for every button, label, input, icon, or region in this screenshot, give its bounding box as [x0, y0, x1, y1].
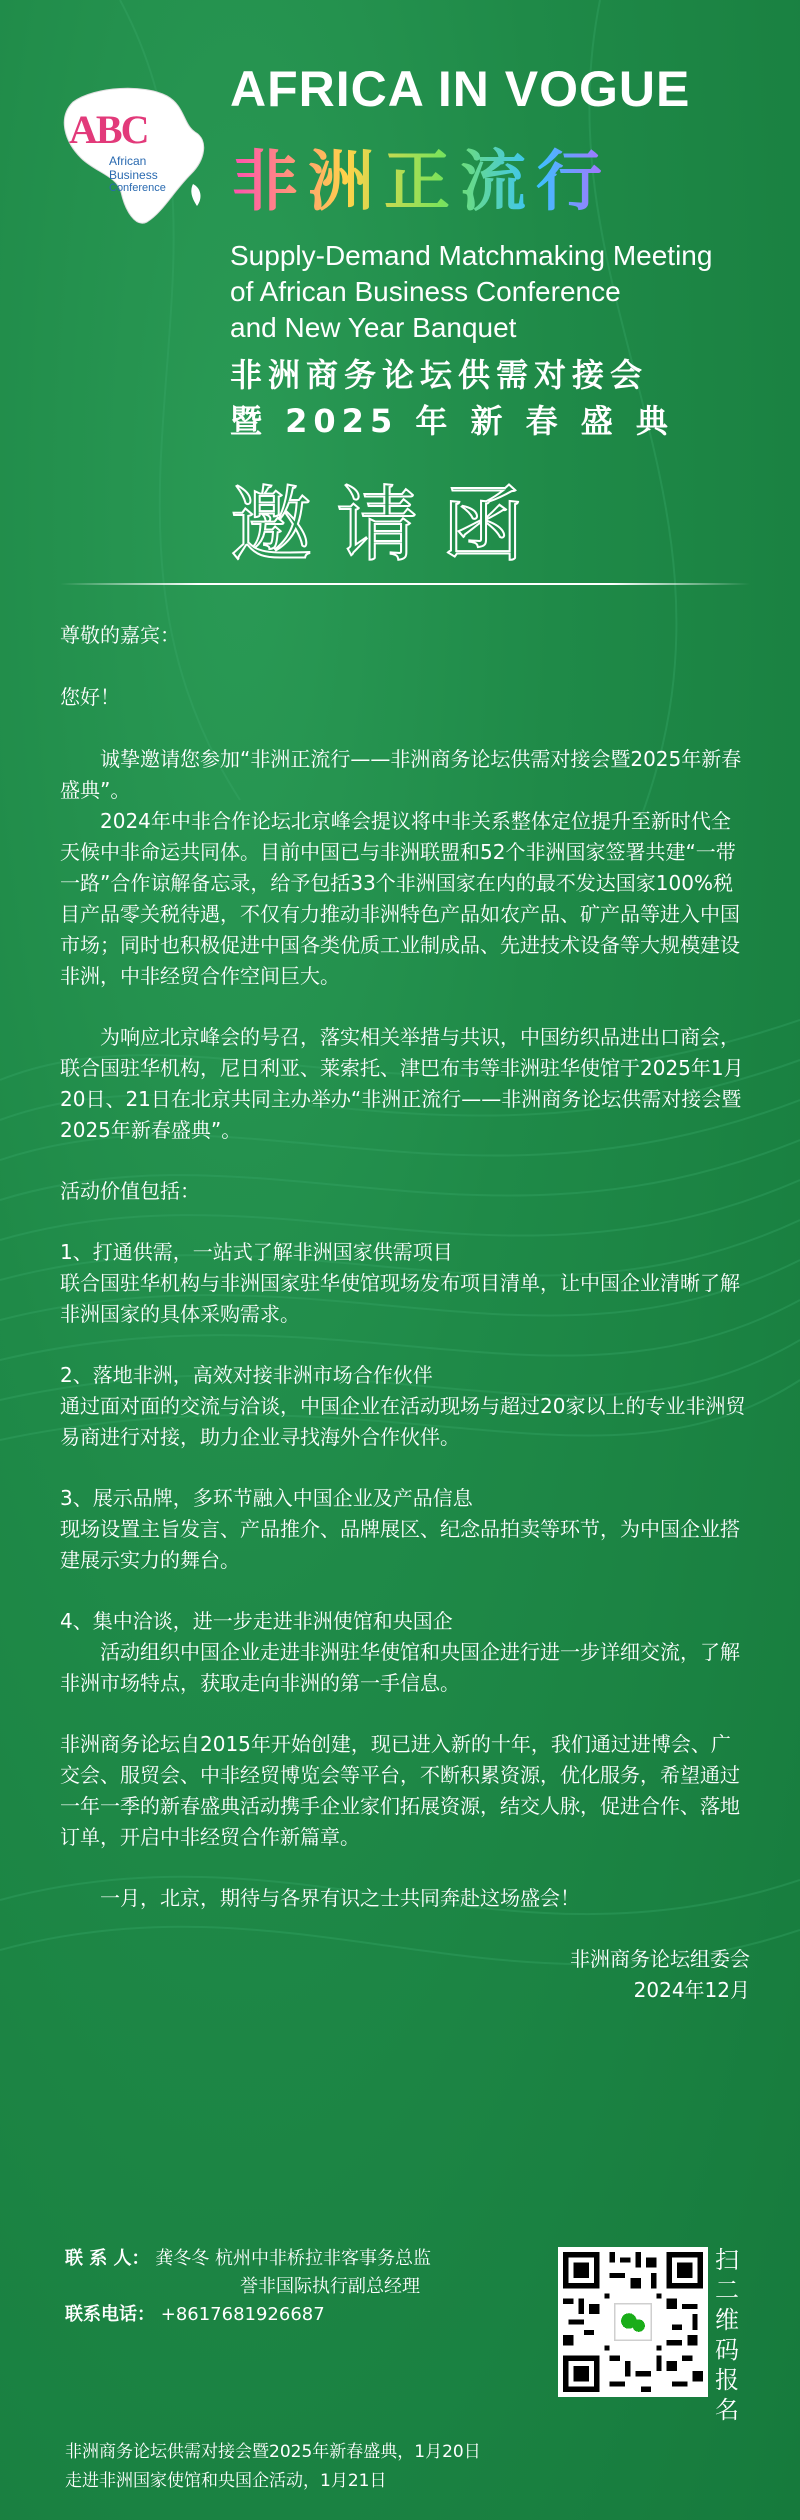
- abc-logo: [55, 80, 215, 230]
- subtitle-en-line: Supply-Demand Matchmaking Meeting: [230, 240, 713, 271]
- note-line: 走进非洲国家使馆和央国企活动，1月21日: [65, 2471, 387, 2491]
- contact-block: [65, 2245, 535, 2329]
- value-title: 2、落地非洲，高效对接非洲市场合作伙伴: [60, 1363, 433, 1387]
- title-cn: 非洲正流行: [232, 128, 612, 223]
- qr-caption: 扫二维码报名: [715, 2246, 739, 2424]
- spacer: [60, 1453, 750, 1483]
- value-text: 现场设置主旨发言、产品推介、品牌展区、纪念品拍卖等环节，为中国企业搭建展示实力的舞台。: [60, 1517, 740, 1572]
- spacer: [60, 1207, 750, 1237]
- spacer: [60, 1576, 750, 1606]
- subtitle-en-line: and New Year Banquet: [230, 312, 517, 343]
- title-en: AFRICA IN VOGUE: [230, 61, 691, 117]
- contact-row: [65, 2245, 535, 2273]
- spacer: [60, 1146, 750, 1176]
- header-divider: [60, 583, 750, 585]
- salutation: 尊敬的嘉宾：: [60, 623, 180, 647]
- phone-number[interactable]: +8617681926687: [160, 2304, 325, 2325]
- note-line: 非洲商务论坛供需对接会暨2025年新春盛典，1月20日: [65, 2442, 481, 2462]
- value-title: 4、集中洽谈，进一步走进非洲使馆和央国企: [60, 1609, 453, 1633]
- paragraph: 诚挚邀请您参加“非洲正流行——非洲商务论坛供需对接会暨2025年新春盛典”。: [60, 747, 742, 802]
- phone-row: [65, 2301, 535, 2329]
- qr-code-icon: [558, 2247, 708, 2397]
- subtitle-cn-line: 暨 2025 年 新 春 盛 典: [230, 402, 674, 440]
- phone-label: 联系电话：: [65, 2304, 155, 2325]
- subtitle-en-line: of African Business Conference: [230, 276, 621, 307]
- spacer: [60, 1853, 750, 1883]
- signature: 非洲商务论坛组委会: [570, 1947, 750, 1971]
- wish: 一月，北京，期待与各界有识之士共同奔赴这场盛会！: [100, 1886, 580, 1910]
- contact-label: 联 系 人：: [65, 2248, 150, 2269]
- logo-caption-2: Business: [109, 168, 158, 182]
- letter-body: [60, 620, 750, 2006]
- event-schedule-note: [65, 2438, 565, 2496]
- subtitle-en: [230, 238, 770, 346]
- subtitle-cn: [230, 352, 790, 444]
- contact-person: 龚冬冬 杭州中非桥拉非客事务总监: [155, 2248, 432, 2269]
- date: 2024年12月: [633, 1978, 750, 2002]
- value-text: 活动组织中国企业走进非洲驻华使馆和央国企进行进一步详细交流，了解非洲市场特点，获取走向非洲的第一手信息。: [60, 1640, 740, 1695]
- greeting: 您好！: [60, 685, 120, 709]
- paragraph: 为响应北京峰会的号召，落实相关举措与共识，中国纺织品进出口商会，联合国驻华机构，尼日利亚、莱索托、津巴布韦等非洲驻华使馆于2025年1月20日、21日在北京共同主办举办“非洲正流行——非洲商务论坛供需对接会暨2025年新春盛典”。: [60, 1025, 744, 1142]
- paragraph: 2024年中非合作论坛北京峰会提议将中非关系整体定位提升至新时代全天候中非命运共同体。目前中国已与非洲联盟和52个非洲国家签署共建“一带一路”合作谅解备忘录，给予包括33个非洲国家在内的最不发达国家100%税目产品零关税待遇，不仅有力推动非洲特色产品如农产品、矿产品等进入中国市场；同时也积极促进中国各类优质工业制成品、先进技术设备等大规模建设非洲，中非经贸合作空间巨大。: [60, 809, 740, 988]
- spacer: [60, 1699, 750, 1729]
- invitation-title: 邀请函: [230, 478, 549, 573]
- qr-code[interactable]: [558, 2247, 708, 2397]
- value-text: 联合国驻华机构与非洲国家驻华使馆现场发布项目清单，让中国企业清晰了解非洲国家的具体采购需求。: [60, 1271, 740, 1326]
- spacer: [60, 1914, 750, 1944]
- value-title: 3、展示品牌，多环节融入中国企业及产品信息: [60, 1486, 473, 1510]
- logo-caption-1: African: [109, 154, 147, 168]
- value-title: 1、打通供需，一站式了解非洲国家供需项目: [60, 1240, 453, 1264]
- closing-paragraph: 非洲商务论坛自2015年开始创建，现已进入新的十年，我们通过进博会、广交会、服贸会、中非经贸博览会等平台，不断积累资源，优化服务，希望通过一年一季的新春盛典活动携手企业家们拓展资源，结交人脉，促进合作、落地订单，开启中非经贸合作新篇章。: [60, 1732, 740, 1849]
- spacer: [60, 992, 750, 1022]
- subtitle-cn-line: 非洲商务论坛供需对接会: [230, 356, 649, 394]
- logo-letters: ABC: [69, 107, 148, 152]
- logo-caption-3: Conference: [109, 182, 166, 194]
- contact-title: 誉非国际执行副总经理: [240, 2276, 420, 2297]
- values-title: 活动价值包括：: [60, 1179, 200, 1203]
- spacer: [60, 1330, 750, 1360]
- value-text: 通过面对面的交流与洽谈，中国企业在活动现场与超过20家以上的专业非洲贸易商进行对接，助力企业寻找海外合作伙伴。: [60, 1394, 746, 1449]
